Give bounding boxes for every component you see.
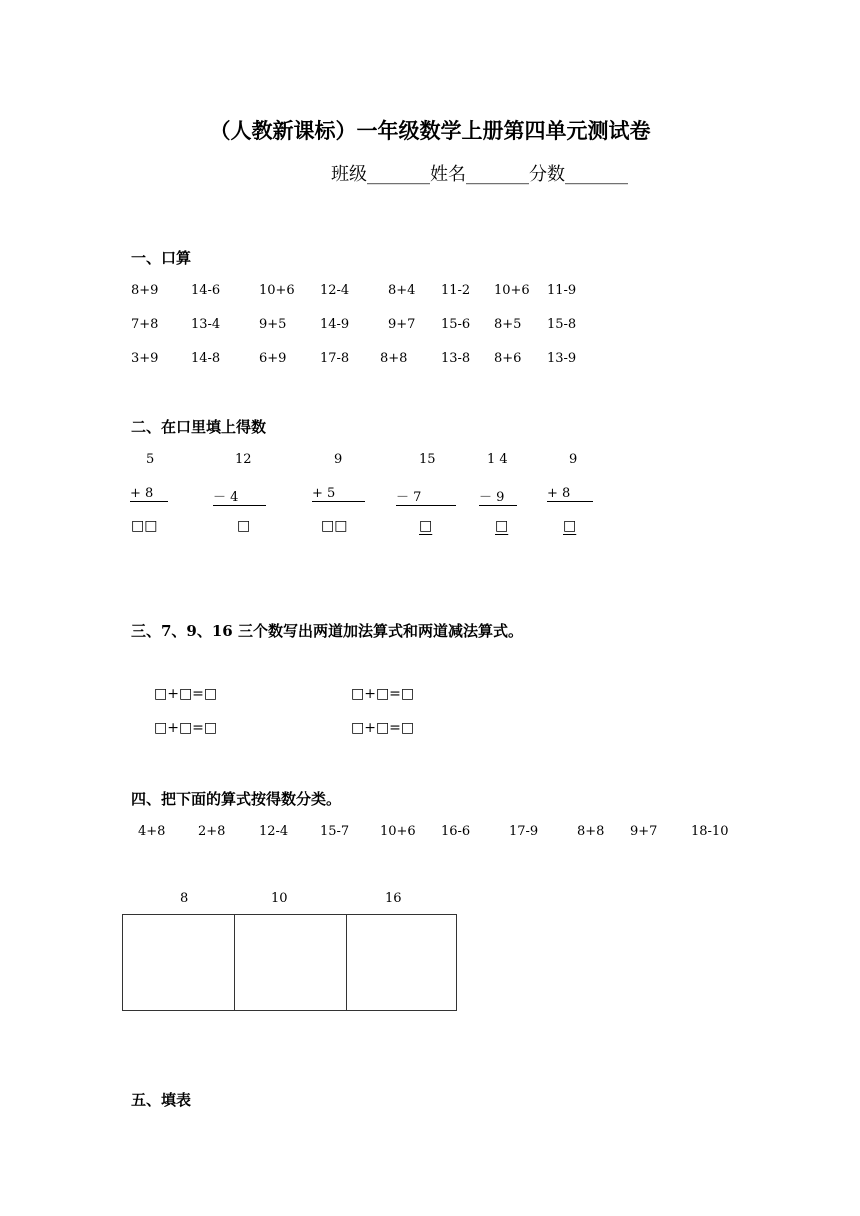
classify-expression: 2+8 [198, 824, 226, 839]
vertical-calc-operator: + 8 [547, 486, 593, 502]
oral-calc-item: 8+5 [494, 317, 522, 332]
vertical-calc-top: 9 [569, 452, 578, 467]
oral-calc-item: 14-9 [320, 317, 350, 332]
oral-calc-item: 14-6 [191, 283, 221, 298]
vertical-calc-operator: － 7 [396, 486, 456, 506]
oral-calc-item: 12-4 [320, 283, 350, 298]
classify-expression: 16-6 [441, 824, 471, 839]
oral-calc-item: 14-8 [191, 351, 221, 366]
classify-expression: 10+6 [380, 824, 416, 839]
answer-box[interactable]: □□ [131, 518, 158, 534]
section-5-heading: 五、填表 [131, 1091, 192, 1109]
oral-calc-item: 15-8 [547, 317, 577, 332]
oral-calc-item: 13-8 [441, 351, 471, 366]
answer-box[interactable]: □ [419, 518, 433, 534]
section-3-heading: 三、7、9、16 三个数写出两道加法算式和两道减法算式。 [131, 622, 523, 640]
oral-calc-item: 8+6 [494, 351, 522, 366]
vertical-calc-top: 9 [334, 452, 343, 467]
answer-box[interactable]: □ [237, 518, 251, 534]
answer-box[interactable]: □□ [321, 518, 348, 534]
answer-box[interactable]: □ [495, 518, 509, 534]
category-label: 8 [180, 891, 189, 906]
vertical-calc-operator: + 8 [130, 486, 168, 502]
vertical-calc-top: 12 [235, 452, 252, 467]
oral-calc-item: 9+5 [259, 317, 287, 332]
oral-calc-item: 13-9 [547, 351, 577, 366]
classify-expression: 18-10 [691, 824, 729, 839]
section-4-heading: 四、把下面的算式按得数分类。 [131, 790, 342, 808]
oral-calc-item: 8+8 [380, 351, 408, 366]
section-2-heading: 二、在口里填上得数 [131, 418, 267, 436]
classification-cell[interactable] [123, 915, 235, 1010]
classify-expression: 17-9 [509, 824, 539, 839]
page-title: （人教新课标）一年级数学上册第四单元测试卷 [209, 118, 651, 143]
formula-blank[interactable]: □+□=□ [351, 686, 415, 702]
formula-blank[interactable]: □+□=□ [154, 720, 218, 736]
vertical-calc-operator: + 5 [312, 486, 365, 502]
classify-expression: 12-4 [259, 824, 289, 839]
classify-expression: 15-7 [320, 824, 350, 839]
oral-calc-item: 10+6 [494, 283, 530, 298]
classification-cell[interactable] [234, 915, 347, 1010]
oral-calc-item: 8+4 [388, 283, 416, 298]
oral-calc-item: 8+9 [131, 283, 159, 298]
formula-blank[interactable]: □+□=□ [351, 720, 415, 736]
vertical-calc-top: 15 [419, 452, 436, 467]
classify-expression: 8+8 [577, 824, 605, 839]
classify-expression: 4+8 [138, 824, 166, 839]
oral-calc-item: 7+8 [131, 317, 159, 332]
classify-expression: 9+7 [630, 824, 658, 839]
oral-calc-item: 17-8 [320, 351, 350, 366]
answer-box[interactable]: □ [563, 518, 577, 534]
classification-table [122, 914, 457, 1011]
category-label: 10 [271, 891, 288, 906]
formula-blank[interactable]: □+□=□ [154, 686, 218, 702]
oral-calc-item: 9+7 [388, 317, 416, 332]
vertical-calc-operator: － 4 [213, 486, 266, 506]
vertical-calc-top: 1 4 [487, 452, 508, 467]
student-info-line: 班级_______姓名_______分数_______ [331, 164, 628, 185]
section-1-heading: 一、口算 [131, 249, 192, 267]
oral-calc-item: 10+6 [259, 283, 295, 298]
oral-calc-item: 13-4 [191, 317, 221, 332]
oral-calc-item: 11-2 [441, 283, 471, 298]
oral-calc-item: 11-9 [547, 283, 577, 298]
oral-calc-item: 15-6 [441, 317, 471, 332]
category-label: 16 [385, 891, 402, 906]
oral-calc-item: 6+9 [259, 351, 287, 366]
classification-cell[interactable] [346, 915, 456, 1010]
oral-calc-item: 3+9 [131, 351, 159, 366]
vertical-calc-top: 5 [146, 452, 155, 467]
vertical-calc-operator: － 9 [479, 486, 517, 506]
